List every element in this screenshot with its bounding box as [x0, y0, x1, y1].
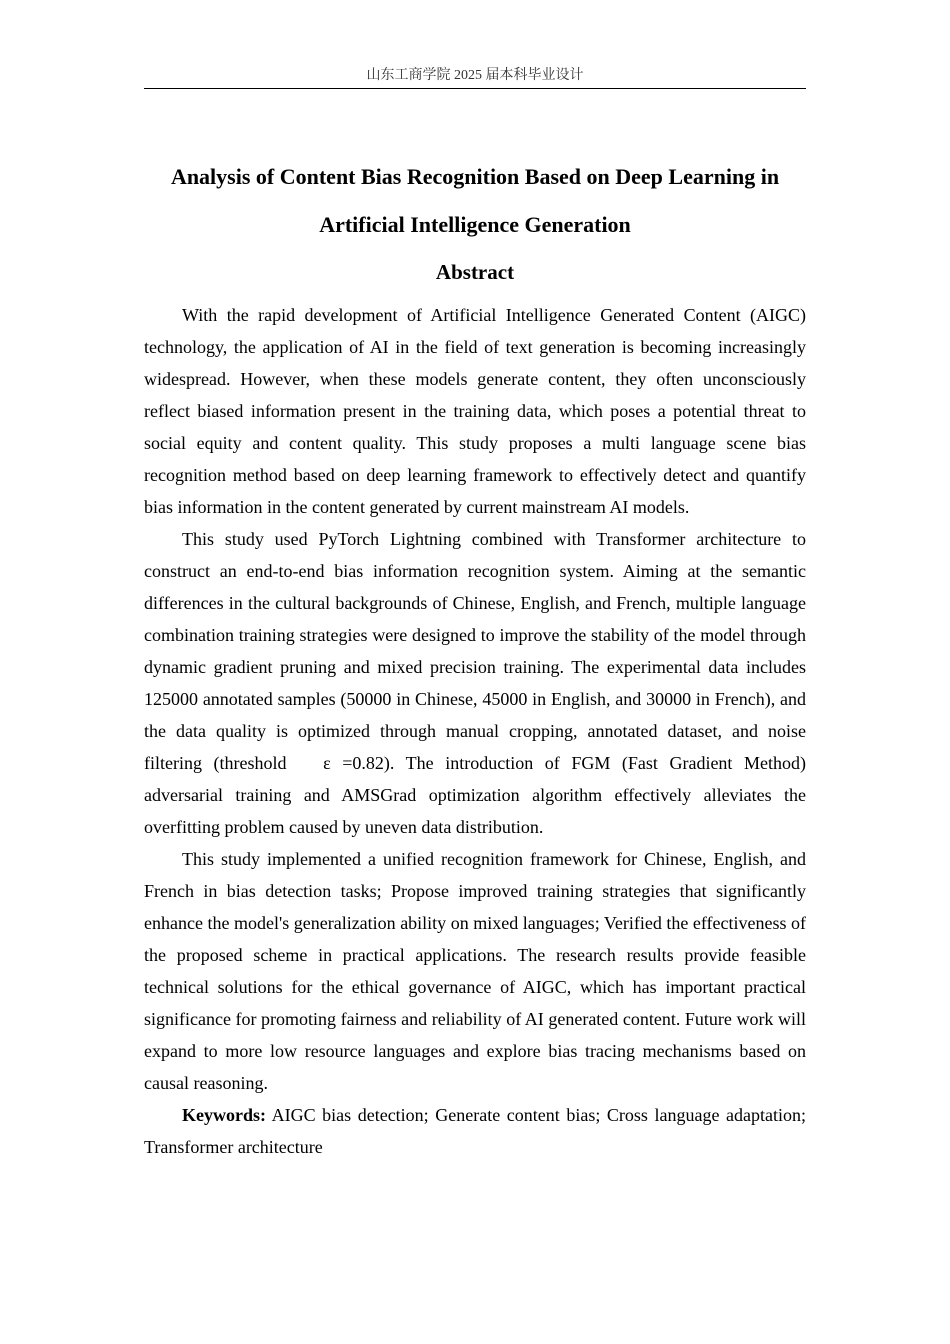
paper-title-line-2: Artificial Intelligence Generation: [319, 212, 631, 237]
abstract-paragraph-2: This study used PyTorch Lightning combined with Transformer architecture to construct an end-to-end bias information recognition system. Aiming at the semantic differences in the cultural backgrounds of Chinese, English, and French, multiple language combination training strategies were designed to improve the stability of the model through dynamic gradient pruning and mixed precision training. The experimental data includes 125000 annotated samples (50000 in Chinese, 45000 in English, and 30000 in French), and the data quality is optimized through manual cropping, annotated dataset, and noise filtering (threshold ε =0.82). The introduction of FGM (Fast Gradient Method) adversarial training and AMSGrad optimization algorithm effectively alleviates the overfitting problem caused by uneven data distribution.: [144, 529, 806, 837]
abstract-paragraph-1: With the rapid development of Artificial Intelligence Generated Content (AIGC) technology, the application of AI in the field of text generation is becoming increasingly widespread. However, when these models generate content, they often unconsciously reflect biased information present in the training data, which poses a potential threat to social equity and content quality. This study proposes a multi language scene bias recognition method based on deep learning framework to effectively detect and quantify bias information in the content generated by current mainstream AI models.: [144, 305, 806, 517]
page-header: 山东工商学院 2025 届本科毕业设计: [366, 68, 584, 83]
paper-title-line-1: Analysis of Content Bias Recognition Based on Deep Learning in: [170, 164, 780, 189]
abstract-body: [144, 299, 806, 1163]
keywords-line: [144, 1099, 806, 1163]
paper-title: [144, 153, 806, 249]
abstract-paragraph-3: This study implemented a unified recognition framework for Chinese, English, and French in bias detection tasks; Propose improved training strategies that significantly enhance the model's generalization ability on mixed languages; Verified the effectiveness of the proposed scheme in practical applications. The research results provide feasible technical solutions for the ethical governance of AIGC, which has important practical significance for promoting fairness and reliability of AI generated content. Future work will expand to more low resource languages and explore bias tracing mechanisms based on causal reasoning.: [144, 849, 806, 1093]
keywords-text: AIGC bias detection; Generate content bias; Cross language adaptation; Transformer architecture: [144, 1105, 806, 1157]
abstract-heading: Abstract: [435, 260, 515, 284]
header-divider: [144, 88, 806, 89]
keywords-label: Keywords:: [182, 1105, 266, 1125]
